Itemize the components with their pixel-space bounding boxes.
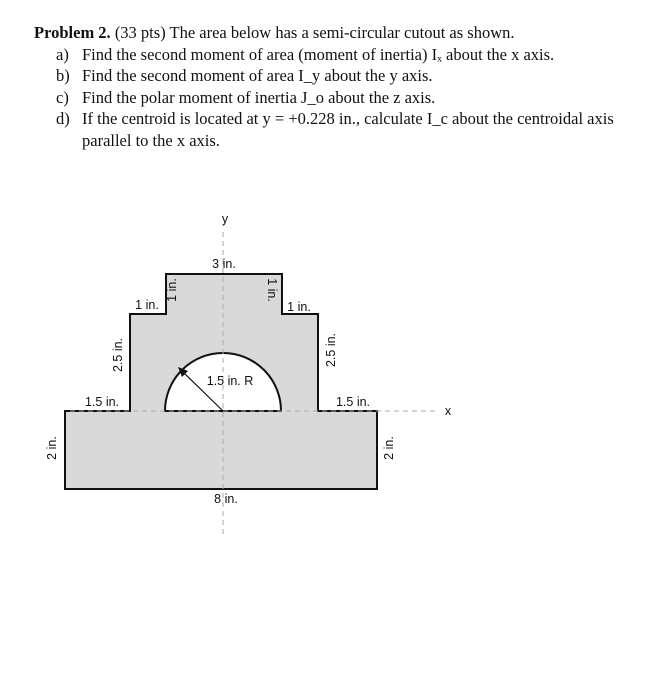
x-axis-label: x [444, 404, 452, 418]
top-width-label: 3 in. [212, 257, 236, 271]
base-height-right-label: 2 in. [382, 436, 396, 460]
step-left-label: 1 in. [135, 298, 159, 312]
top-height-right-label: 1 in. [265, 278, 279, 302]
question-text: Find the second moment of area I_y about the y axis. [82, 66, 433, 85]
question-label: b) [56, 66, 70, 85]
question-text: Find the polar moment of inertia J_o about the z axis. [82, 87, 436, 107]
ledge-right-label: 1.5 in. [335, 395, 371, 409]
base-height-left-label: 2 in. [45, 436, 59, 460]
top-height-left-label: 1 in. [165, 278, 179, 302]
y-axis-label: y [221, 212, 229, 226]
mid-height-left-label: 2.5 in. [111, 337, 125, 373]
problem-heading: Problem 2. [34, 23, 111, 42]
mid-height-right-label: 2.5 in. [324, 332, 338, 368]
question-label: d) [56, 109, 70, 128]
question-text: If the centroid is located at y = +0.228 in., calculate I_c about the centroidal axis parallel to the x axis. [82, 109, 614, 150]
radius-label: 1.5 in. R [206, 374, 254, 388]
problem-intro: (33 pts) The area below has a semi-circular cutout as shown. [114, 23, 515, 42]
question-text: Find the second moment of area (moment of inertia) Iₓ about the x axis. [82, 44, 555, 64]
ledge-left-label: 1.5 in. [84, 395, 120, 409]
question-label: a) [56, 44, 69, 64]
base-width-label: 8 in. [214, 492, 238, 506]
question-label: c) [56, 87, 69, 107]
step-right-label: 1 in. [287, 300, 311, 314]
